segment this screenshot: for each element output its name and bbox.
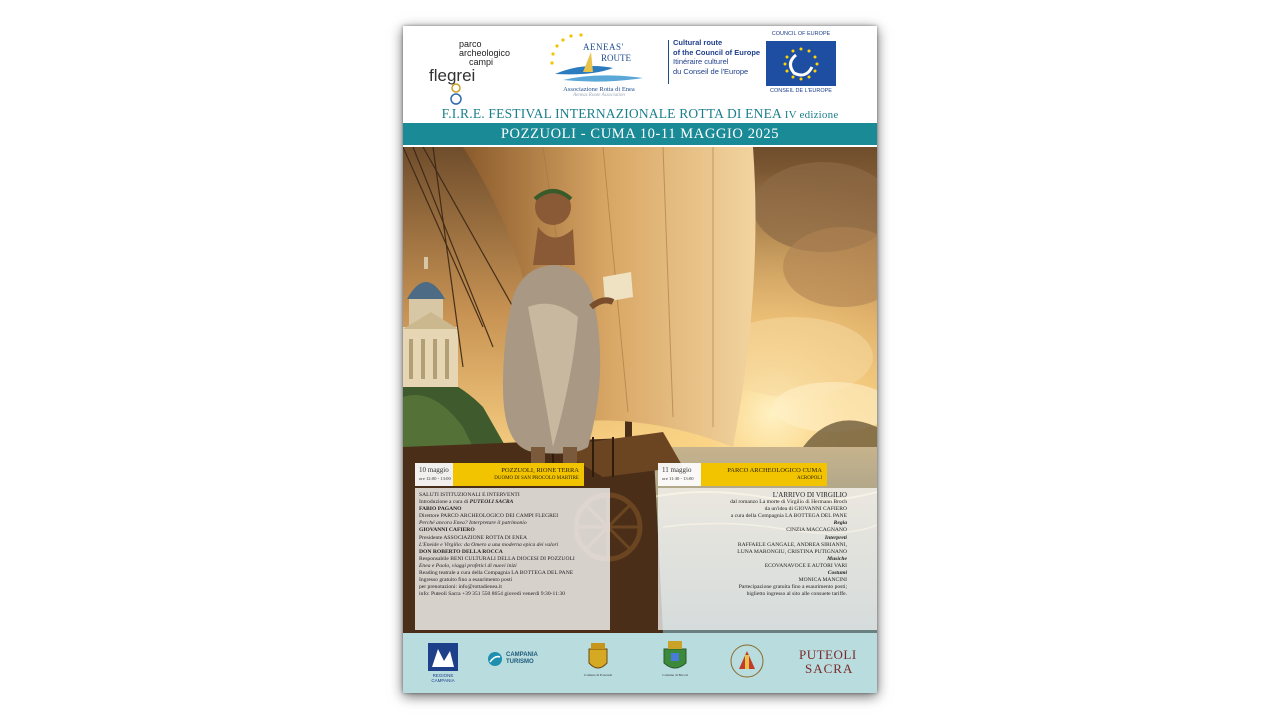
festival-title <box>403 106 877 122</box>
day2-line: ECOVANAVOCE E AUTORI VARI <box>764 562 847 569</box>
day1-line: Enea e Paolo, viaggi profetici di nuovi inizi <box>419 562 517 569</box>
day1-line: Perché ancora Enea? Interpretare il patrimonio <box>419 520 527 527</box>
park-logo-line3: campi <box>469 57 494 67</box>
cr-line1: Cultural route <box>673 38 723 47</box>
day1-place: POZZUOLI, RIONE TERRA <box>501 467 579 474</box>
day1-line: GIOVANNI CAFIERO <box>419 527 475 534</box>
day1-line: Reading teatrale a cura della Compagnia LA BOTTEGA DEL PANE <box>419 570 574 577</box>
day2-line: Interpreti <box>824 534 847 541</box>
day2-line: MONICA MANCINI <box>798 577 847 584</box>
day2-time: ore 11:30 - 13:00 <box>662 476 694 481</box>
day2-line: Regia <box>833 520 847 527</box>
day1-venue: DUOMO DI SAN PROCOLO MARTIRE <box>494 476 579 481</box>
divider <box>668 40 669 84</box>
day2-date-box <box>658 463 701 486</box>
day2-line: Costumi <box>827 570 847 577</box>
day1-line-text: Introduzione a cura di <box>419 499 469 506</box>
day2-line: biglietto ingresso al sito alle consuete tariffe. <box>746 591 847 598</box>
park-logo-line1: parco <box>459 39 482 49</box>
day2-line: RAFFAELE GANGALE, ANDREA SIRIANNI, <box>737 541 847 548</box>
day1-line: Responsabile BENI CULTURALI DELLA DIOCESI DI POZZUOLI <box>419 555 575 562</box>
coe-flag <box>766 41 836 86</box>
campania-turismo-label2: TURISMO <box>506 659 534 665</box>
parco-archeologico-logo <box>429 40 529 106</box>
day2-place: PARCO ARCHEOLOGICO CUMA <box>727 467 822 474</box>
day1-line <box>419 499 575 506</box>
day2-place-box <box>701 463 827 486</box>
diocesi-seal-icon <box>729 643 765 679</box>
aeneas-title1: AENEAS' <box>583 42 624 52</box>
park-logo-line4: flegrei <box>429 66 476 85</box>
regione-campania-icon <box>428 643 458 671</box>
day1-line: L'Eneide e Virgilio: da Omero a una moderna epica dei valori <box>419 541 559 548</box>
festival-dates: POZZUOLI - CUMA 10-11 MAGGIO 2025 <box>500 126 780 142</box>
comune-bacoli-logo <box>658 641 692 677</box>
day1-line: FABIO PAGANO <box>419 506 462 513</box>
day1-program <box>419 492 575 598</box>
cr-line2: of the Council of Europe <box>673 47 761 57</box>
cultural-route-text <box>673 38 773 76</box>
day2-date: 11 maggio <box>662 466 692 474</box>
bacoli-label: Comune di Bacoli <box>662 673 688 677</box>
cr-line4: du Conseil de l'Europe <box>673 66 749 76</box>
park-logo-mark-icon <box>449 82 463 106</box>
day2-line: da un'idea di GIOVANNI CAFIERO <box>764 506 847 513</box>
day2-venue: ACROPOLI <box>796 476 822 481</box>
regione-label: REGIONE CAMPANIA <box>431 673 455 683</box>
day2-line: a cura della Compagnia LA BOTTEGA DEL PANE <box>730 513 847 520</box>
day1-line: Ingresso gratuito fino a esaurimento posti <box>419 577 513 584</box>
day1-line: SALUTI ISTITUZIONALI E INTERVENTI <box>419 492 520 498</box>
bacoli-crest-icon <box>662 641 688 673</box>
day1-line: per prenotazioni: info@rottadienea.it <box>419 584 502 591</box>
park-logo-line2: archeologico <box>459 48 511 58</box>
aeneas-route-logo <box>543 32 663 112</box>
day2-line: Musiche <box>827 555 847 562</box>
festival-edition: IV edizione <box>784 109 839 121</box>
puteoli-label2: SACRA <box>805 661 854 676</box>
day1-line: Direttore PARCO ARCHEOLOGICO DEI CAMPI FLEGREI <box>419 513 559 520</box>
day2-line: CINZIA MACCAGNANO <box>786 527 847 534</box>
day2-line: LUNA MARONGIU, CRISTINA PUTIGNANO <box>737 548 847 555</box>
coe-top: COUNCIL OF EUROPE <box>771 31 831 37</box>
day2-program <box>661 492 847 598</box>
coe-stars-icon <box>766 41 836 86</box>
diocesi-logo <box>729 643 769 684</box>
pozzuoli-crest-icon <box>587 643 609 673</box>
day1-date-box <box>415 463 453 486</box>
council-of-europe-logo <box>766 31 836 97</box>
campania-turismo-label1: CAMPANIA <box>506 652 538 658</box>
campania-turismo-icon <box>487 651 503 667</box>
puteoli-label1: PUTEOLI <box>799 647 857 662</box>
day2-line: L'ARRIVO DI VIRGILIO <box>772 491 847 499</box>
day1-line: Presidente ASSOCIAZIONE ROTTA DI ENEA <box>419 534 527 541</box>
day2-line: Partecipazione gratuita fino a esaurimento posti; <box>738 584 847 591</box>
pozzuoli-label: Comune di Pozzuoli <box>583 673 613 677</box>
aeneas-title2: ROUTE <box>601 53 631 63</box>
festival-title-main: F.I.R.E. FESTIVAL INTERNAZIONALE ROTTA DI ENEA <box>441 106 782 121</box>
event-poster <box>403 26 877 693</box>
day2-line: dal romanzo La morte di Virgilio di Hermann Broch <box>730 499 847 506</box>
puteoli-sacra-logo <box>799 647 869 677</box>
day1-time: ore 12:00 - 13:00 <box>419 476 451 481</box>
coe-bottom: CONSEIL DE L'EUROPE <box>770 88 832 94</box>
aeneas-assoc-en: Aeneas Route Association <box>573 93 625 98</box>
day1-line: DON ROBERTO DELLA ROCCA <box>419 548 503 555</box>
day1-date: 10 maggio <box>419 466 449 474</box>
sponsor-footer <box>403 633 877 693</box>
day1-line: info: Puteoli Sacra +39 351 550 8654 giovedì venerdì 9:30-11:30 <box>419 591 566 598</box>
comune-pozzuoli-logo <box>583 643 613 677</box>
aeneas-assoc: Associazione Rotta di Enea <box>563 86 635 93</box>
day1-place-box <box>453 463 584 486</box>
cr-line3: Itinéraire culturel <box>673 57 729 66</box>
day1-line-emph: PUTEOLI SACRA <box>469 499 514 506</box>
regione-campania-logo <box>423 643 463 683</box>
